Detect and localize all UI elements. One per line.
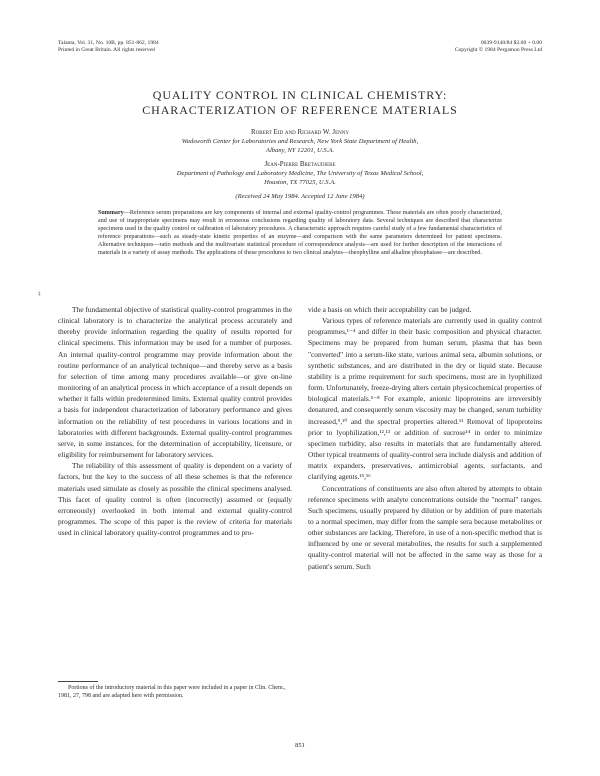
journal-citation-header — [58, 40, 159, 55]
body-right-paragraph-2: Various types of reference materials are currently used in quality control programmes,¹⁻⁴ and differ in their basic composition and physical character. Specimens may be prepared from human serum, plasma that has been "converted" into a serum-like state, various animal sera, albumin solutions, or synthetic substances, and are distributed in the dry or liquid state. Because stability is a prime requirement for such specimens, most are in lyophilized form. Unfortunately, freeze-drying alters certain physicochemical properties of biological materials.⁵⁻⁸ For example, anionic lipoproteins are irreversibly denatured, and consequently serum viscosity may be changed, serum turbidity increased,⁹,¹⁰ and the spectral properties altered.¹¹ Removal of lipoproteins prior to lyophilization,¹²,¹³ or addition of sucrose¹⁴ in order to minimize specimen turbidity, also results in materials that are fundamentally altered. Other typical treatments of quality-control sera include dialysis and addition of matrix expanders, preservatives, antimicrobial agents, surfactants, and clarifying agents.¹⁵,¹⁶ — [308, 316, 542, 482]
summary-abstract — [98, 210, 502, 257]
affiliation-2-line-2: Houston, TX 77025, U.S.A. — [264, 178, 336, 186]
summary-label: Summary — [98, 210, 124, 216]
body-column-right — [308, 304, 542, 572]
article-title-line-1: QUALITY CONTROL IN CLINICAL CHEMISTRY: — [152, 88, 448, 102]
header-right-line-2: Copyright © 1984 Pergamon Press Ltd — [454, 47, 542, 54]
received-dates: (Received 24 May 1984. Accepted 12 June 1984) — [235, 193, 365, 200]
author-affiliation-2 — [58, 170, 542, 187]
header-left-line-2: Printed in Great Britain. All rights reserved — [58, 47, 155, 54]
author-affiliation-1 — [58, 138, 542, 155]
header-right-line-1: 0039-9140/84 $3.00 + 0.00 — [480, 40, 542, 46]
author-names-1: Robert Eid and Richard W. Jenny — [251, 128, 349, 136]
affiliation-1-line-2: Albany, NY 12201, U.S.A. — [265, 146, 335, 154]
body-right-paragraph-1: vide a basis on which their acceptability can be judged. — [308, 305, 472, 314]
body-left-paragraph-2: The reliability of this assessment of quality is dependent on a variety of factors, but the key to the success of all these schemes is that the reference materials used simulate as closely as possible the clinical specimens analysed. This facet of quality control is often (incorrectly) assumed or (equally erroneously) overlooked in both internal and external quality-control programmes. The scope of this paper is the review of criteria for materials used in clinical laboratory quality-control programmes and to pro- — [58, 461, 292, 538]
affiliation-2-line-1: Department of Pathology and Laboratory Medicine, The University of Texas Medical School, — [176, 170, 424, 177]
margin-mark: ‡ — [38, 292, 41, 297]
affiliation-1-line-1: Wadsworth Center for Laboratories and Research, New York State Department of Health, — [181, 138, 419, 145]
copyright-header — [455, 40, 542, 55]
article-title-line-2: CHARACTERIZATION OF REFERENCE MATERIALS — [142, 103, 458, 117]
header-left-line-1: Talanta, Vol. 31, No. 10B, pp. 851-862, 1984 — [58, 40, 159, 46]
body-right-paragraph-3: Concentrations of constituents are also often altered by attempts to obtain reference specimens with analyte concentrations outside the "normal" ranges. Such specimens, usually prepared by dilution or by addition of pure materials to a normal specimen, may differ from the sample sera because metabolites or other substances are lacking. Therefore, in use of a non-specific method that is influenced by one or several metabolites, the results for such a supplemented quality-control material will not be affected in the same way as those for a patient's serum. Such — [308, 483, 542, 571]
page-number: 851 — [295, 742, 305, 749]
body-column-left — [58, 304, 292, 538]
footnote: Portions of the introductory material in this paper were included in a paper in Clin. Chem., 1981, 27, 798 and are adapted here with permission. — [58, 685, 286, 699]
author-names-2: Jean-Pierre Bretaudiere — [264, 160, 336, 168]
summary-text: —Reference serum preparations are key components of internal and external quality-control programmes. These materials are often poorly characterized, and use of inappropriate specimens may result in erroneous conclusions regarding quality of laboratory data. Several techniques are described that characterize specimens used in the quality control or calibration of laboratory procedures. A characteristic approach requires careful study of a few fundamental characteristics of reference preparations—such as steady-state kinetic properties of an enzyme—and comparison with the same parameters determined for patient specimens. Alternative techniques—ratio methods and the multivariate statistical procedure of correspondence analysis—are used for further description of the interactions of materials in a variety of assay methods. The applications of these procedures to two clinical analytes—theophylline and alkaline phosphatase—are described. — [98, 210, 502, 256]
body-left-paragraph-1: The fundamental objective of statistical quality-control programmes in the clinical laboratory is to characterize the analytical process accurately and thereby provide information regarding the quality of results reported for clinical specimens. This information may be used for a number of purposes. An internal quality-control programme may provide information about the routine performance of an analytical technique—and thereby serve as a basis for selection of time among many procedures available—or give on-line monitoring of an analytical process in which acceptance of a result depends on whether it falls within predetermined limits. External quality control provides a basis for independent characterization of laboratory performance and gives information on the reliability of test procedures in various locations and in laboratories with different backgrounds. External quality-control programmes serve, in some instances, for the determination of acceptability, licensure, or eligibility for reimbursement for laboratory services. — [58, 305, 293, 460]
footnote-rule — [58, 681, 98, 682]
